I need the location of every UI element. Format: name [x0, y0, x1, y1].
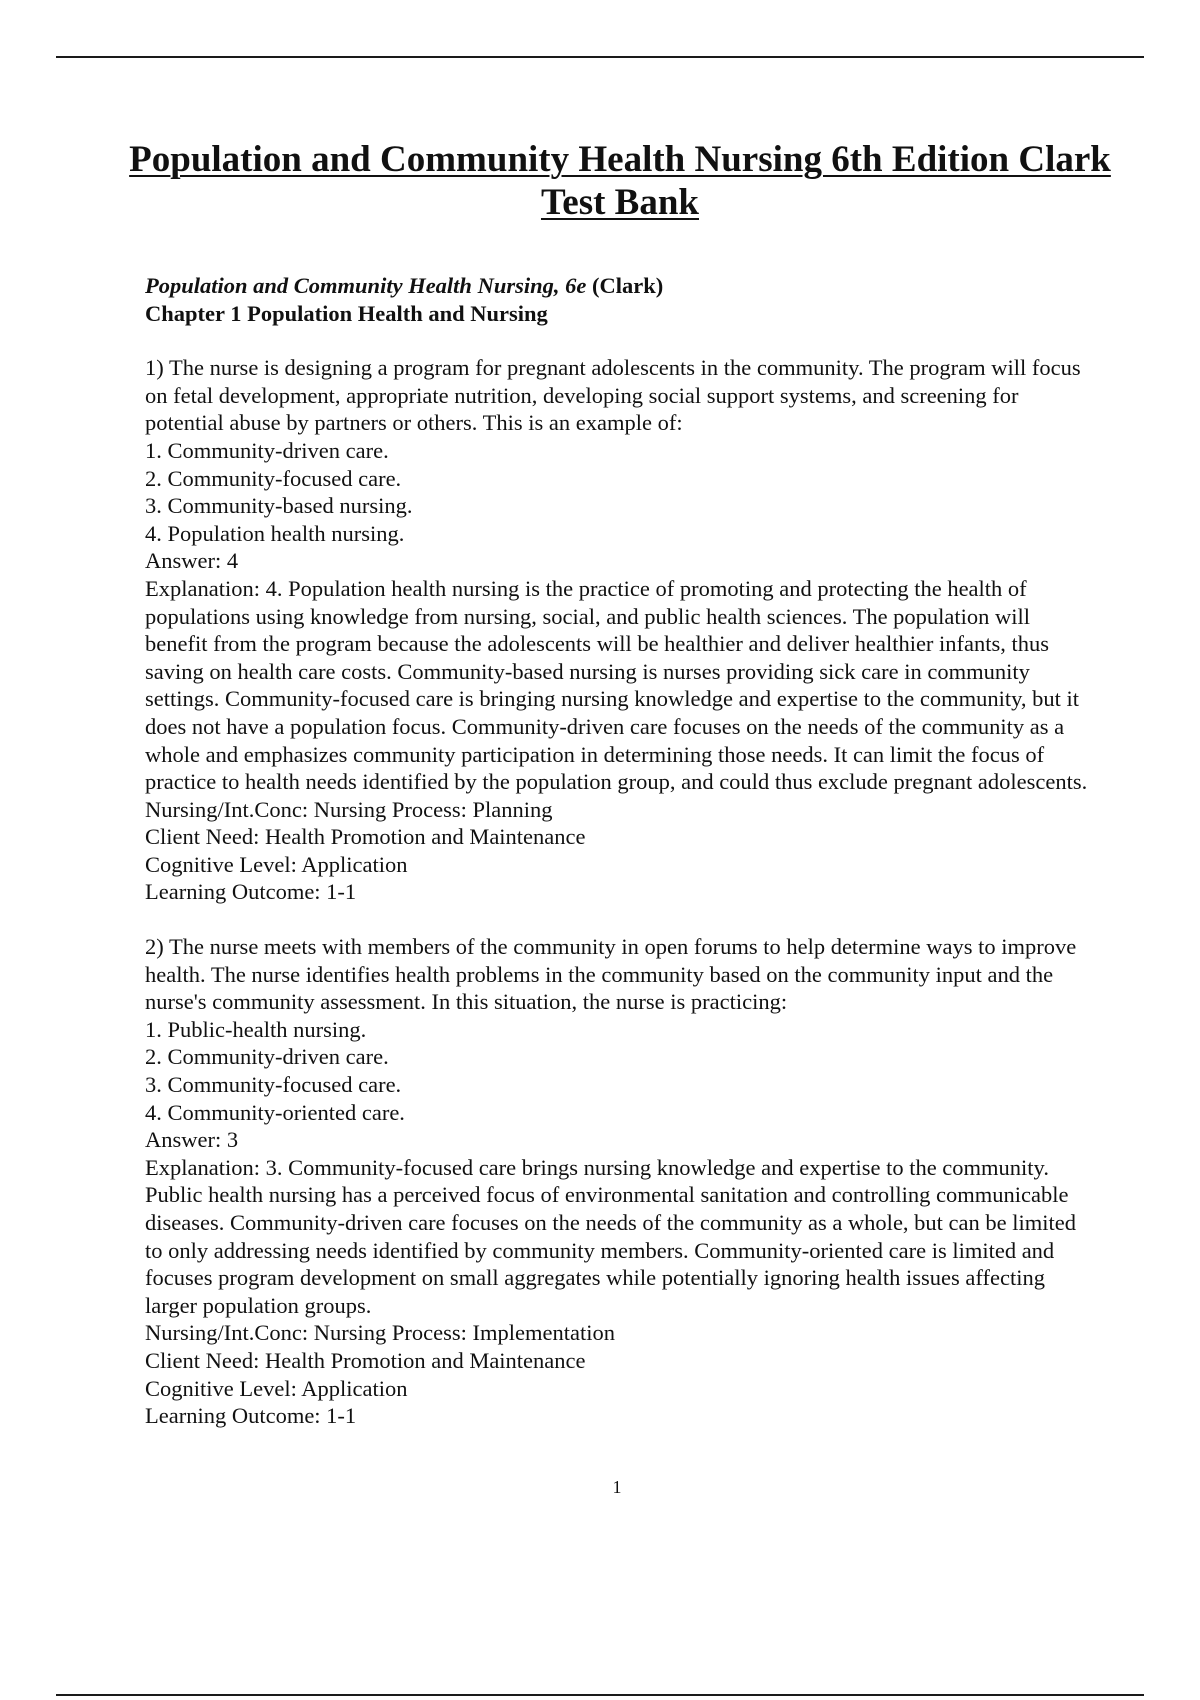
- client-need: Client Need: Health Promotion and Maintenance: [145, 824, 586, 850]
- book-title: Population and Community Health Nursing, 6e: [145, 273, 587, 298]
- explanation: Explanation: 3. Community-focused care brings nursing knowledge and expertise to the community. Public health nursing has a perceived focus of environmental sanitation and controlling communicable diseases. Community-driven care focuses on the needs of the community as a whole, but can be limited to only addressing needs identified by community members. Community-oriented care is limited and focuses program development on small aggregates while potentially ignoring health issues affecting larger population groups.: [145, 1154, 1077, 1318]
- answer-option: 4. Community-oriented care.: [145, 1099, 405, 1125]
- question-stem: 1) The nurse is designing a program for pregnant adolescents in the community. The program will focus on fetal development, appropriate nutrition, developing social support systems, and screening for potential abuse by partners or others. This is an example of:: [145, 355, 1081, 436]
- answer-option: 1. Community-driven care.: [145, 437, 389, 463]
- answer-option: 3. Community-focused care.: [145, 1072, 402, 1098]
- question-stem: 2) The nurse meets with members of the community in open forums to help determine ways to improve health. The nurse identifies health problems in the community based on the community input and the nurse's community assessment. In this situation, the nurse is practicing:: [145, 934, 1077, 1015]
- cognitive-level: Cognitive Level: Application: [145, 1375, 408, 1401]
- bottom-rule: [56, 1694, 1144, 1696]
- question-2: [145, 933, 1095, 1430]
- client-need: Client Need: Health Promotion and Maintenance: [145, 1347, 586, 1373]
- cognitive-level: Cognitive Level: Application: [145, 851, 408, 877]
- top-rule: [56, 56, 1144, 58]
- nursing-concept: Nursing/Int.Conc: Nursing Process: Planning: [145, 796, 553, 822]
- answer-option: 3. Community-based nursing.: [145, 493, 413, 519]
- learning-outcome: Learning Outcome: 1-1: [145, 1403, 357, 1429]
- answer-key: Answer: 4: [145, 548, 239, 574]
- answer-option: 1. Public-health nursing.: [145, 1016, 367, 1042]
- chapter-heading: Chapter 1 Population Health and Nursing: [145, 300, 548, 326]
- answer-option: 2. Community-focused care.: [145, 465, 402, 491]
- book-author: (Clark): [591, 273, 664, 298]
- book-line: [145, 272, 1095, 300]
- answer-option: 2. Community-driven care.: [145, 1044, 389, 1070]
- answer-option: 4. Population health nursing.: [145, 520, 405, 546]
- document-title: Population and Community Health Nursing 6th Edition Clark Test Bank: [129, 139, 1111, 223]
- document-body: [145, 272, 1095, 1430]
- nursing-concept: Nursing/Int.Conc: Nursing Process: Implementation: [145, 1320, 615, 1346]
- explanation: Explanation: 4. Population health nursing is the practice of promoting and protecting the health of populations using knowledge from nursing, social, and public health sciences. The population will benefit from the program because the adolescents will be healthier and deliver healthier infants, thus saving on health care costs. Community-based nursing is nurses providing sick care in community settings. Community-focused care is bringing nursing knowledge and expertise to the community, but it does not have a population focus. Community-driven care focuses on the needs of the community as a whole and emphasizes community participation in determining those needs. It can limit the focus of practice to health needs identified by the population group, and could thus exclude pregnant adolescents.: [145, 575, 1088, 795]
- page-number: 1: [612, 1477, 622, 1497]
- question-1: [145, 354, 1095, 906]
- learning-outcome: Learning Outcome: 1-1: [145, 879, 357, 905]
- answer-key: Answer: 3: [145, 1127, 239, 1153]
